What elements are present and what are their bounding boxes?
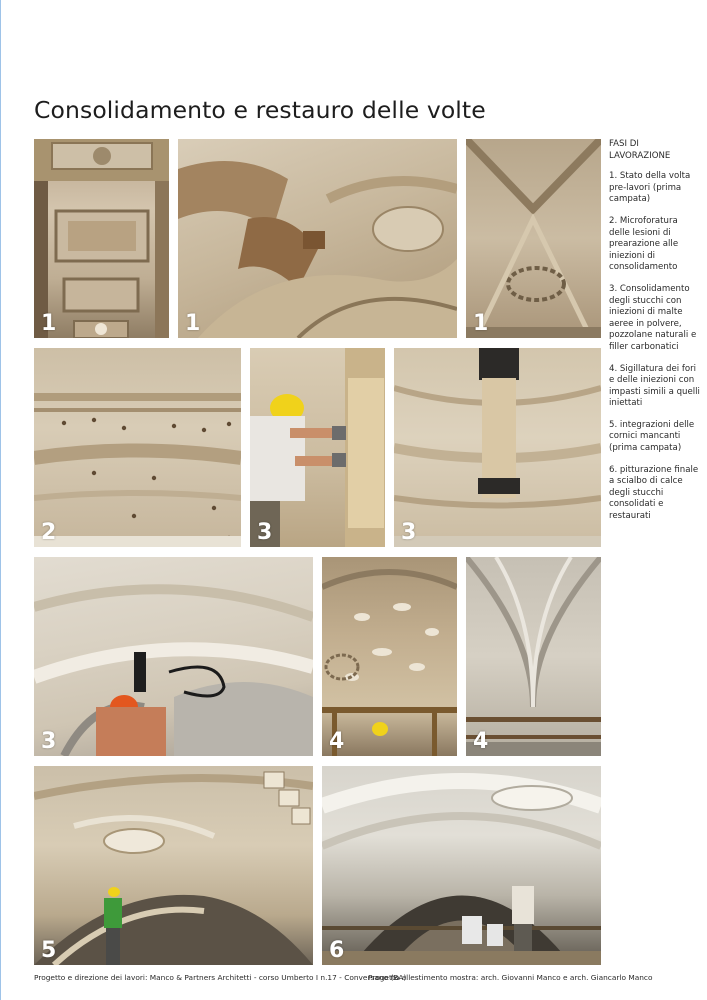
phase-step-6: 6. pitturazione finale a scialbo di calce degli stucchi consolidati e restaurati	[609, 464, 699, 522]
worker-drawing	[250, 348, 385, 547]
footer-credits-right: Progetto allestimento mostra: arch. Giovanni Manco e arch. Giancarlo Manco	[368, 973, 653, 982]
phase-step-1: 1. Stato della volta pre-lavori (prima campata)	[609, 171, 691, 205]
photo-number: 3	[257, 520, 273, 545]
page-left-border	[0, 0, 1, 1000]
scaffold-sealing-drawing	[322, 557, 457, 756]
damaged-stucco-drawing	[178, 139, 457, 338]
photo-number: 3	[41, 729, 57, 754]
phase-step-4: 4. Sigillatura dei fori e delle iniezioni con impasti simili a quelli iniettati	[609, 363, 700, 409]
photo-final-painting	[322, 766, 601, 965]
phase-step-3: 3. Consolidamento degli stucchi con iniezioni di malte aeree in polvere, pozzolane naturali e filler carbonatici	[609, 283, 697, 352]
photo-vault-coffers	[34, 139, 169, 338]
photo-vault-damage	[178, 139, 457, 338]
vault-ribs-drawing	[466, 557, 601, 756]
photo-sealing-holes-a	[322, 557, 457, 756]
photo-number: 4	[329, 729, 345, 754]
footer-credits-left: Progetto e direzione dei lavori: Manco & Partners Architetti - corso Umberto I n.17 - Conversano (BA)	[34, 973, 407, 982]
photo-sealing-holes-b	[466, 557, 601, 756]
photo-number: 2	[41, 520, 57, 545]
photo-number: 6	[329, 938, 345, 963]
page-title: Consolidamento e restauro delle volte	[34, 96, 486, 124]
photo-microdrilling	[34, 348, 241, 547]
coffered-ceiling-drawing	[34, 139, 169, 338]
ceiling-worker-drawing	[34, 557, 313, 756]
photo-number: 1	[473, 311, 489, 336]
photo-worker-injection	[250, 348, 385, 547]
photo-worker-ceiling	[34, 557, 313, 756]
cornice-worker-drawing	[34, 766, 313, 965]
photo-injection-tube	[394, 348, 601, 547]
photo-number: 1	[185, 311, 201, 336]
photo-vault-wreath	[466, 139, 601, 338]
photo-number: 1	[41, 311, 57, 336]
final-vault-drawing	[322, 766, 601, 965]
photo-number: 3	[401, 520, 417, 545]
photo-cornice-integration	[34, 766, 313, 965]
phase-step-2: 2. Microforatura delle lesioni di prearazione alle iniezioni di consolidamento	[609, 215, 679, 273]
photo-number: 4	[473, 729, 489, 754]
sidebar-heading: FASI DI LAVORAZIONE	[609, 139, 671, 161]
injection-tube-drawing	[394, 348, 601, 547]
cornice-holes-drawing	[34, 348, 241, 547]
phase-step-5: 5. integrazioni delle cornici mancanti (prima campata)	[609, 419, 695, 454]
photo-number: 5	[41, 938, 57, 963]
wreath-relief-drawing	[466, 139, 601, 338]
work-phases-sidebar	[609, 139, 701, 533]
